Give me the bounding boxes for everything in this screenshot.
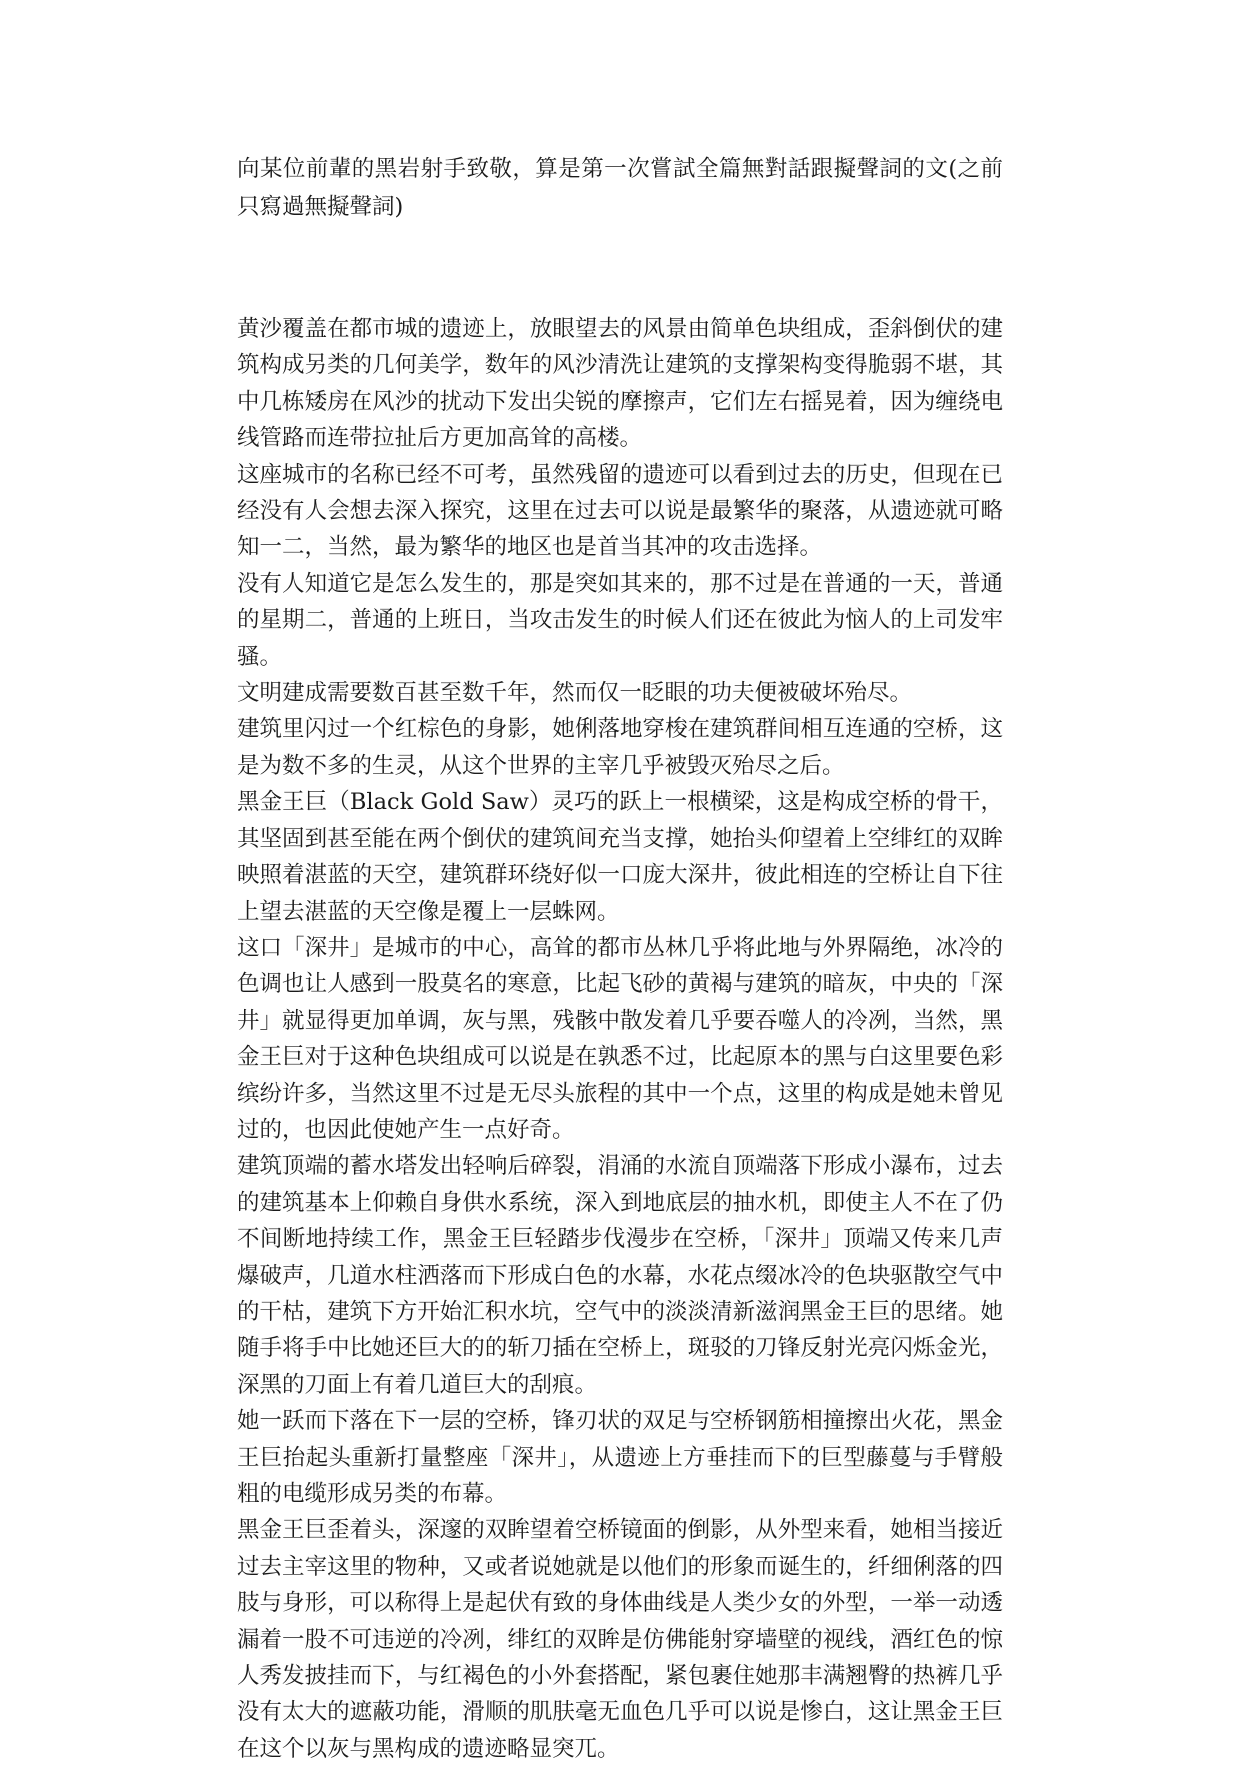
paragraph-8: 建筑顶端的蓄水塔发出轻响后碎裂，涓涌的水流自顶端落下形成小瀑布，过去的建筑基本上仰赖自身供水系统，深入到地底层的抽水机，即使主人不在了仍不间断地持续工作，黑金王巨轻踏步伐漫步在空桥，「深井」顶端又传来几声爆破声，几道水柱洒落而下形成白色的水幕，水花点缀冰冷的色块驱散空气中的干枯，建筑下方开始汇积水坑，空气中的淡淡清新滋润黑金王巨的思绪。她随手将手中比她还巨大的的斩刀插在空桥上，斑驳的刀锋反射光亮闪烁金光，深黑的刀面上有着几道巨大的刮痕。 xyxy=(237,1153,1003,1398)
paragraph-5: 建筑里闪过一个红棕色的身影，她俐落地穿梭在建筑群间相互连通的空桥，这是为数不多的生灵，从这个世界的主宰几乎被毁灭殆尽之后。 xyxy=(237,716,1003,779)
paragraph-10: 黑金王巨歪着头，深邃的双眸望着空桥镜面的倒影，从外型来看，她相当接近过去主宰这里的物种，又或者说她就是以他们的形象而诞生的，纤细俐落的四肢与身形，可以称得上是起伏有致的身体曲线是人类少女的外型，一举一动透漏着一股不可违逆的冷冽，绯红的双眸是仿佛能射穿墙壁的视线，酒红色的惊人秀发披挂而下，与红褐色的小外套搭配，紧包裹住她那丰满翘臀的热裤几乎没有太大的遮蔽功能，滑顺的肌肤毫无血色几乎可以说是惨白，这让黑金王巨在这个以灰与黑构成的遗迹略显突兀。 xyxy=(237,1517,1003,1762)
paragraph-6: 黑金王巨（Black Gold Saw）灵巧的跃上一根横梁，这是构成空桥的骨干，其坚固到甚至能在两个倒伏的建筑间充当支撑，她抬头仰望着上空绯红的双眸映照着湛蓝的天空，建筑群环绕好似一口庞大深井，彼此相连的空桥让自下往上望去湛蓝的天空像是覆上一层蛛网。 xyxy=(237,789,1003,925)
author-note: 向某位前輩的黑岩射手致敬，算是第一次嘗試全篇無對話跟擬聲詞的文(之前只寫過無擬聲詞) xyxy=(237,156,1003,220)
paragraph-2: 这座城市的名称已经不可考，虽然残留的遗迹可以看到过去的历史，但现在已经没有人会想去深入探究，这里在过去可以说是最繁华的聚落，从遗迹就可略知一二，当然，最为繁华的地区也是首当其冲的攻击选择。 xyxy=(237,461,1003,561)
paragraph-7: 这口「深井」是城市的中心，高耸的都市丛林几乎将此地与外界隔绝，冰冷的色调也让人感到一股莫名的寒意，比起飞砂的黄褐与建筑的暗灰，中央的「深井」就显得更加单调，灰与黑，残骸中散发着几乎要吞噬人的冷冽，当然，黑金王巨对于这种色块组成可以说是在孰悉不过，比起原本的黑与白这里要色彩缤纷许多，当然这里不过是无尽头旅程的其中一个点，这里的构成是她未曾见过的，也因此使她产生一点好奇。 xyxy=(237,934,1003,1143)
paragraph-1: 黄沙覆盖在都市城的遗迹上，放眼望去的风景由简单色块组成，歪斜倒伏的建筑构成另类的几何美学，数年的风沙清洗让建筑的支撑架构变得脆弱不堪，其中几栋矮房在风沙的扰动下发出尖锐的摩擦声，它们左右摇晃着，因为缠绕电线管路而连带拉扯后方更加高耸的高楼。 xyxy=(237,316,1003,452)
paragraph-9: 她一跃而下落在下一层的空桥，锋刃状的双足与空桥钢筋相撞擦出火花，黑金王巨抬起头重新打量整座「深井」，从遗迹上方垂挂而下的巨型藤蔓与手臂般粗的电缆形成另类的布幕。 xyxy=(237,1408,1003,1507)
paragraph-3: 没有人知道它是怎么发生的，那是突如其来的，那不过是在普通的一天，普通的星期二，普通的上班日，当攻击发生的时候人们还在彼此为恼人的上司发牢骚。 xyxy=(237,570,1003,670)
paragraph-4: 文明建成需要数百甚至数千年，然而仅一眨眼的功夫便被破坏殆尽。 xyxy=(237,680,913,707)
story-body xyxy=(237,311,1003,1767)
